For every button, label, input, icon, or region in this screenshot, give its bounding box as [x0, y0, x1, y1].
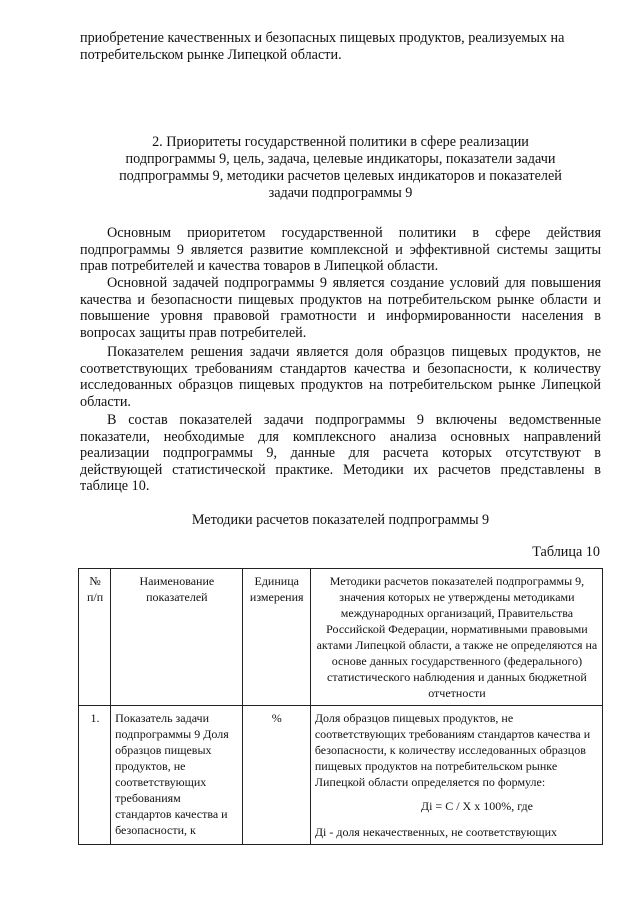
body-paragraph: Основной задачей подпрограммы 9 является создание условий для повышения качества и безопасности пищевых продуктов на потребительском рынке области и повышение уровня правовой грамотности и информированности населения в вопросах защиты прав потребителей. — [80, 275, 601, 341]
cell-method — [310, 706, 602, 845]
method-text: Доля образцов пищевых продуктов, не соответствующих требованиям стандартов качества и безопасности, к количеству исследованных образцов пищевых продуктов на потребительском рынке Липецкой области определяется по формуле: — [314, 711, 591, 789]
heading-line: подпрограммы 9, цель, задача, целевые индикаторы, показатели задачи — [125, 151, 556, 167]
method-note: Дi - доля некачественных, не соответствующих — [314, 825, 558, 839]
cell-name: Показатель задачи подпрограммы 9 Доля образцов пищевых продуктов, не соответствующих требованиям стандартов качества и безопасности, к — [111, 706, 243, 845]
cell-unit: % — [242, 706, 310, 845]
heading-line: 2. Приоритеты государственной политики в сфере реализации — [152, 134, 529, 150]
body-paragraph: В состав показателей задачи подпрограммы 9 включены ведомственные показатели, необходимые для комплексного анализа основных направлений реализации подпрограммы 9, данные для расчета которых отсутствуют в действующей статистической практике. Методики их расчетов представлены в таблице 10. — [80, 412, 601, 495]
table-label: Таблица 10 — [532, 544, 600, 560]
intro-paragraph: приобретение качественных и безопасных пищевых продуктов, реализуемых на потребительском рынке Липецкой области. — [80, 30, 565, 63]
formula: Дi = С / Х х 100%, где — [420, 799, 533, 813]
cell-num: 1. — [79, 706, 111, 845]
header-name: Наименование показателей — [111, 569, 243, 706]
section-heading — [80, 134, 601, 202]
header-num: № п/п — [79, 569, 111, 706]
heading-line: задачи подпрограммы 9 — [268, 185, 413, 201]
table-title: Методики расчетов показателей подпрограммы 9 — [191, 512, 490, 528]
table-row — [79, 706, 603, 845]
table-header-row — [79, 569, 603, 706]
body-paragraph: Показателем решения задачи является доля образцов пищевых продуктов, не соответствующих требованиям стандартов качества и безопасности, к количеству исследованных образцов пищевых продуктов на потребительском рынке Липецкой области. — [80, 344, 601, 410]
header-unit: Единица измерения — [242, 569, 310, 706]
header-method: Методики расчетов показателей подпрограммы 9, значения которых не утверждены методиками международных организаций, Правительства Российской Федерации, нормативными правовыми актами Липецкой области, а также не определяются на основе данных государственного (федерального) статистического наблюдения и данных бюджетной отчетности — [310, 569, 602, 706]
methods-table — [78, 568, 603, 845]
heading-line: подпрограммы 9, методики расчетов целевых индикаторов и показателей — [119, 168, 562, 184]
body-paragraph: Основным приоритетом государственной политики в сфере действия подпрограммы 9 является развитие комплексной и эффективной системы защиты прав потребителей и качества товаров в Липецкой области. — [80, 225, 601, 275]
